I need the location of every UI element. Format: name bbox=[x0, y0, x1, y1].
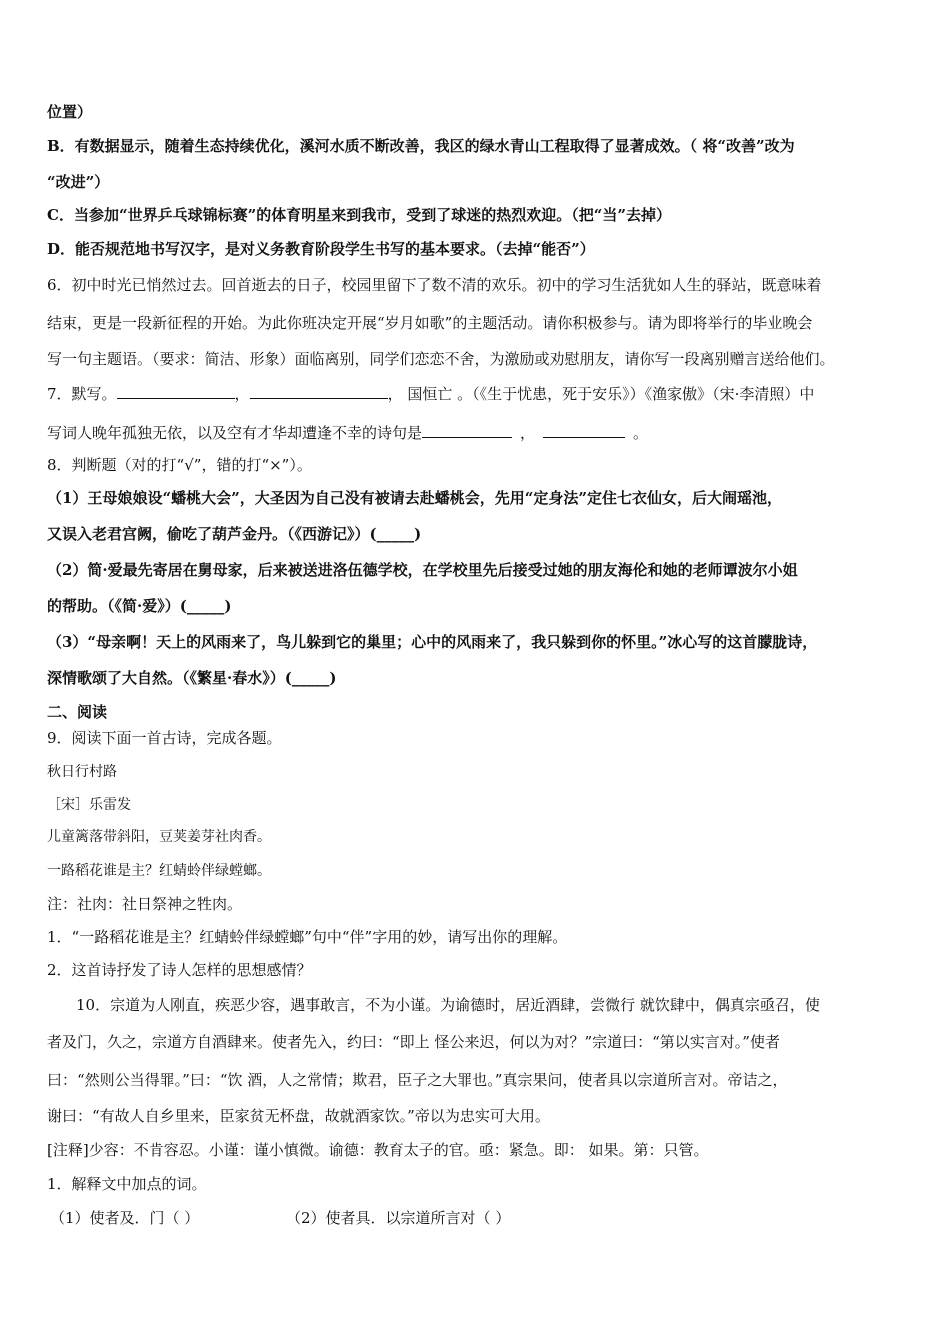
q8-title: 8．判断题（对的打“√”，错的打“×”）。 bbox=[47, 456, 312, 474]
q10-line4: 谢曰：“有故人自乡里来，臣家贫无杯盘，故就酒家饮。”帝以为忠实可大用。 bbox=[47, 1107, 550, 1125]
q7-end: 。 bbox=[633, 424, 649, 442]
q7-blank-3[interactable] bbox=[422, 422, 512, 438]
q10-line2: 者及门，久之，宗道方自酒肆来。使者先入，约曰：“即上 怪公来迟，何以为对？”宗道曰：“第以实言对。”使者 bbox=[47, 1033, 780, 1051]
q8-item1-line2: 又误入老君宫阙，偷吃了葫芦金丹。（《西游记》）(_____) bbox=[47, 525, 422, 543]
q5-option-d: D．能否规范地书写汉字，是对义务教育阶段学生书写的基本要求。（去掉“能否”） bbox=[47, 240, 595, 258]
q6-line3: 写一句主题语。（要求：简洁、形象）面临离别，同学们恋恋不舍，为激励或劝慰朋友，请你写一段离别赠言送给他们。 bbox=[47, 350, 835, 368]
q7-comma-2: ， bbox=[520, 424, 536, 442]
q5-option-b-line2: “改进”） bbox=[47, 173, 110, 191]
q8-item1-line1: （1）王母娘娘设“蟠桃大会”，大圣因为自己没有被请去赴蟠桃会，先用“定身法”定住七衣仙女，后大闹瑶池， bbox=[47, 489, 782, 507]
q10-item-1: （1）使者及．门（ ） bbox=[50, 1209, 200, 1227]
q5-option-c: C．当参加“世界乒乓球锦标赛”的体育明星来到我市，受到了球迷的热烈欢迎。（把“当”去掉） bbox=[47, 206, 671, 224]
q7-mid: ， 国恒亡 。（《生于忧患，死于安乐》）《渔家傲》（宋·李清照）中 bbox=[387, 385, 815, 403]
q9-intro: 9．阅读下面一首古诗，完成各题。 bbox=[47, 729, 282, 747]
q7-prefix: 7．默写。 bbox=[47, 385, 117, 403]
poem-author: ［宋］乐雷发 bbox=[47, 797, 131, 813]
q5-option-a-end: 位置） bbox=[47, 103, 93, 121]
poem-title: 秋日行村路 bbox=[47, 764, 117, 780]
q7-blank-2[interactable] bbox=[250, 383, 388, 399]
q10-line3: 曰：“然则公当得罪。”曰：“饮 酒，人之常情；欺君，臣子之大罪也。”真宗果问，使者具以宗道所言对。帝诘之， bbox=[47, 1071, 788, 1089]
q8-item3-line2: 深情歌颂了大自然。（《繁星·春水》）(_____) bbox=[47, 669, 337, 687]
q10-sub-question-1: 1．解释文中加点的词。 bbox=[47, 1175, 207, 1193]
q5-option-b-line1: B．有数据显示，随着生态持续优化，溪河水质不断改善，我区的绿水青山工程取得了显著成效。（ 将“改善”改为 bbox=[47, 137, 795, 155]
q7-comma-1: ， bbox=[234, 385, 250, 403]
q9-sub-question-1: 1．“一路稻花谁是主？红蜻蛉伴绿螳螂”句中“伴”字用的妙，请写出你的理解。 bbox=[47, 928, 568, 946]
q8-item2-line2: 的帮助。（《简·爱》）(_____) bbox=[47, 597, 232, 615]
poem-line-1: 儿童篱落带斜阳，豆荚姜芽社肉香。 bbox=[47, 829, 271, 845]
q7-line2 bbox=[47, 422, 648, 443]
section-title: 二、阅读 bbox=[47, 703, 108, 721]
q8-item3-line1: （3）“母亲啊！天上的风雨来了，鸟儿躲到它的巢里；心中的风雨来了，我只躲到你的怀里。”冰心写的这首朦胧诗， bbox=[47, 633, 818, 651]
q10-line1: 10．宗道为人刚直，疾恶少容，遇事敢言，不为小谨。为谕德时，居近酒肆，尝微行 就饮肆中，偶真宗亟召，使 bbox=[76, 996, 820, 1014]
q8-item2-line1: （2）简·爱最先寄居在舅母家，后来被送进洛伍德学校，在学校里先后接受过她的朋友海伦和她的老师谭波尔小姐 bbox=[47, 561, 798, 579]
q6-line1: 6．初中时光已悄然过去。回首逝去的日子，校园里留下了数不清的欢乐。初中的学习生活犹如人生的驿站，既意味着 bbox=[47, 276, 822, 294]
q6-line2: 结束，更是一段新征程的开始。为此你班决定开展“岁月如歌”的主题活动。请你积极参与。请为即将举行的毕业晚会 bbox=[47, 314, 813, 332]
q7-blank-4[interactable] bbox=[543, 422, 625, 438]
poem-line-2: 一路稻花谁是主？红蜻蛉伴绿螳螂。 bbox=[47, 863, 271, 879]
q7-blank-1[interactable] bbox=[117, 383, 235, 399]
q7-line2-text: 写词人晚年孤独无依，以及空有才华却遭逢不幸的诗句是 bbox=[47, 424, 423, 442]
q7-line1 bbox=[47, 383, 814, 404]
q9-sub-question-2: 2．这首诗抒发了诗人怎样的思想感情？ bbox=[47, 961, 312, 979]
poem-note: 注：社肉：社日祭神之牲肉。 bbox=[47, 895, 243, 913]
q10-item-2: （2）使者具．以宗道所言对（ ） bbox=[286, 1209, 511, 1227]
q10-note: [注释]少容：不肯容忍。小谨：谨小慎微。谕德：教育太子的官。亟：紧急。即： 如果。第：只管。 bbox=[47, 1141, 709, 1159]
